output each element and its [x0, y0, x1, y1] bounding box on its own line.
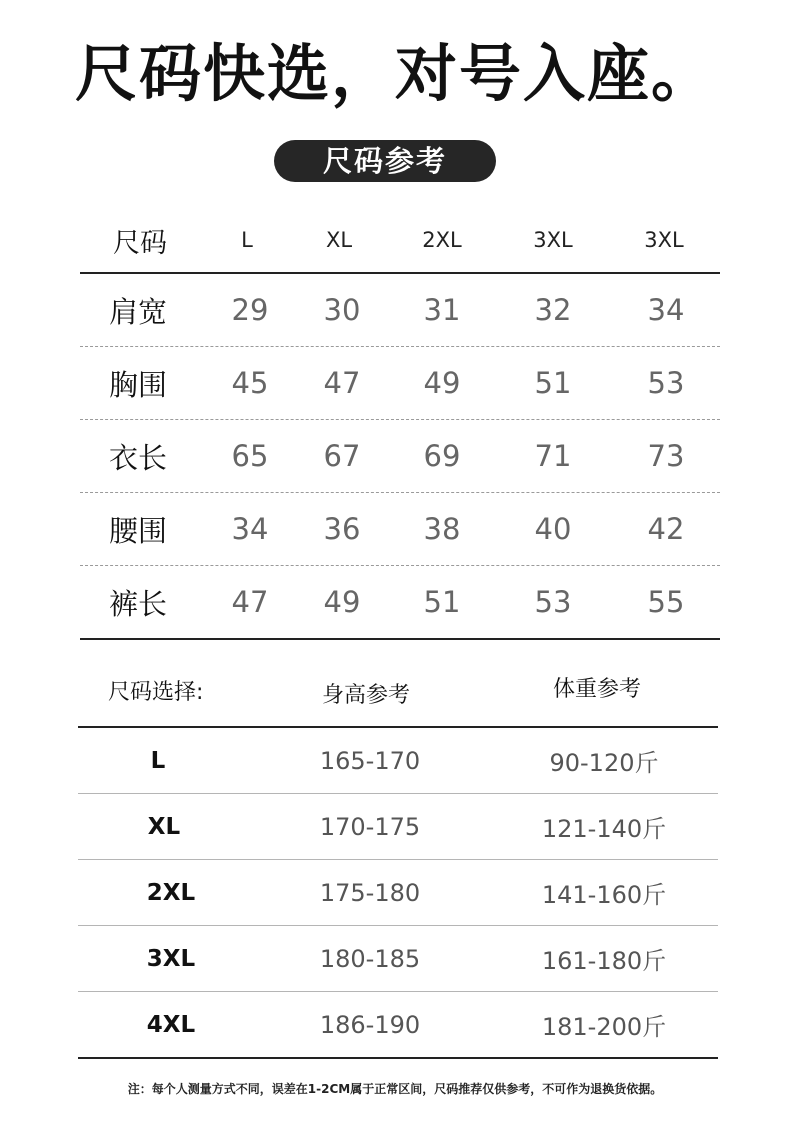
table-cell: 30: [323, 293, 361, 327]
table-cell: 55: [647, 585, 685, 619]
row-label: 胸围: [108, 367, 167, 402]
table-row: [80, 274, 720, 347]
header-cell: 2XL: [422, 228, 462, 252]
table-cell: 36: [323, 512, 361, 546]
table-cell: 49: [323, 585, 361, 619]
table-row: [78, 992, 718, 1059]
table-cell: 38: [423, 512, 461, 546]
section-badge: 尺码参考: [274, 140, 496, 182]
size-cell: XL: [147, 813, 181, 840]
table-cell: 31: [423, 293, 461, 327]
reference-header: [78, 650, 718, 728]
weight-cell: 181-200斤: [541, 1013, 667, 1041]
table-cell: 67: [323, 439, 361, 473]
weight-cell: 161-180斤: [541, 947, 667, 975]
header-size-select: 尺码选择:: [108, 680, 204, 705]
table-cell: 73: [647, 439, 685, 473]
row-label: 裤长: [108, 586, 167, 621]
table-cell: 32: [534, 293, 572, 327]
table-row: [78, 926, 718, 992]
header-cell: XL: [325, 228, 353, 252]
header-weight: 体重参考: [553, 677, 642, 702]
header-cell: 3XL: [644, 228, 684, 252]
table-cell: 51: [423, 585, 461, 619]
table-cell: 53: [647, 366, 685, 400]
table-cell: 40: [534, 512, 572, 546]
size-reference-table: [78, 650, 718, 1059]
height-cell: 180-185: [319, 944, 421, 973]
table-cell: 65: [231, 439, 269, 473]
table-row: [78, 860, 718, 926]
table-row: [80, 420, 720, 493]
table-cell: 34: [647, 293, 685, 327]
table-cell: 51: [534, 366, 572, 400]
table-cell: 34: [231, 512, 269, 546]
table-row: [78, 794, 718, 860]
header-cell: L: [241, 228, 253, 252]
table-cell: 69: [423, 439, 461, 473]
table-cell: 29: [231, 293, 269, 327]
table-row: [78, 728, 718, 794]
weight-cell: 141-160斤: [541, 881, 667, 909]
table-row: [80, 347, 720, 420]
size-cell: 3XL: [146, 945, 196, 972]
header-height: 身高参考: [322, 683, 411, 708]
height-cell: 165-170: [319, 746, 421, 775]
size-cell: L: [150, 747, 166, 774]
table-row: [80, 493, 720, 566]
height-cell: 170-175: [319, 812, 421, 841]
size-cell: 4XL: [146, 1011, 196, 1038]
table-cell: 47: [231, 585, 269, 619]
weight-cell: 121-140斤: [541, 815, 667, 843]
table-cell: 71: [534, 439, 572, 473]
weight-cell: 90-120斤: [549, 749, 659, 777]
row-label: 肩宽: [108, 294, 167, 329]
page-title: 尺码快选，对号入座。: [74, 37, 715, 110]
row-label: 腰围: [108, 513, 167, 548]
table-cell: 49: [423, 366, 461, 400]
table-cell: 53: [534, 585, 572, 619]
table-cell: 42: [647, 512, 685, 546]
size-chart-header: [80, 208, 720, 274]
table-cell: 45: [231, 366, 269, 400]
footnote: 注：每个人测量方式不同，误差在1-2CM属于正常区间，尺码推荐仅供参考，不可作为退换货依据。: [127, 1082, 663, 1096]
header-cell: 3XL: [533, 228, 573, 252]
height-cell: 175-180: [319, 878, 421, 907]
height-cell: 186-190: [319, 1010, 421, 1039]
size-chart-table: [80, 208, 720, 640]
size-cell: 2XL: [146, 879, 196, 906]
table-row: [80, 566, 720, 640]
row-label: 衣长: [108, 440, 167, 475]
table-cell: 47: [323, 366, 361, 400]
header-cell: 尺码: [113, 227, 167, 259]
